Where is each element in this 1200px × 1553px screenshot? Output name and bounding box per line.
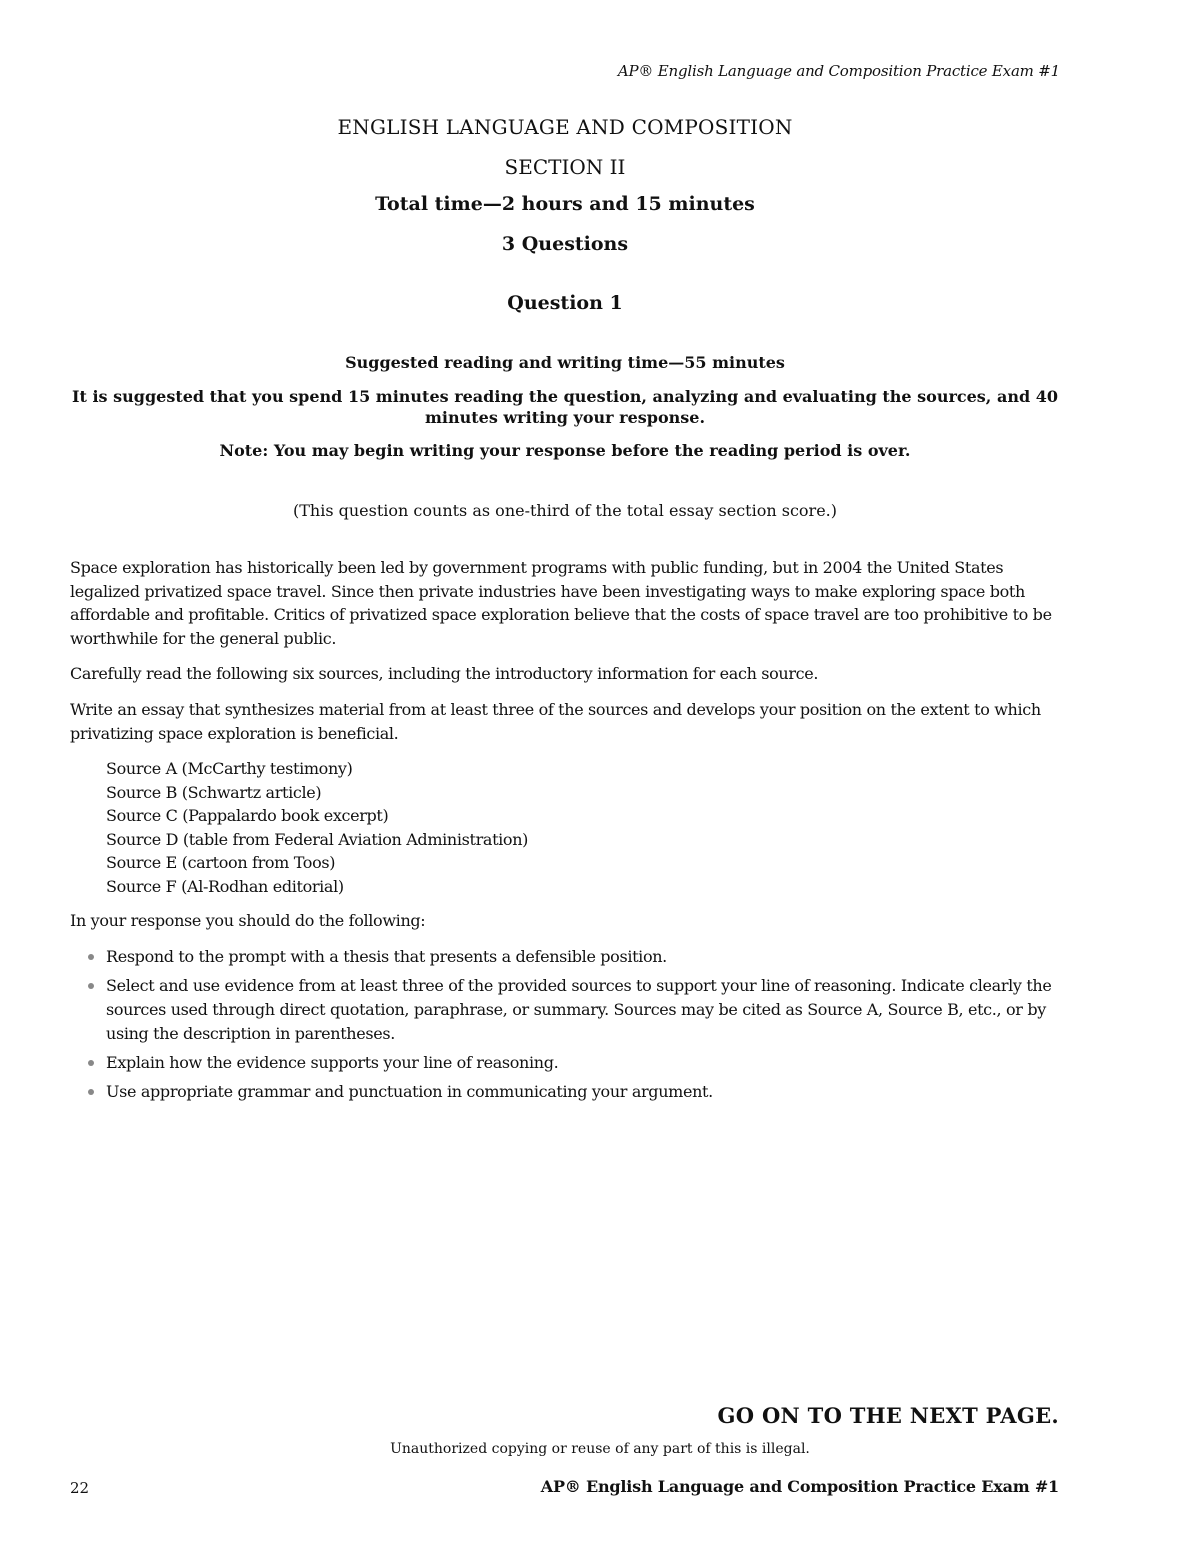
source-item: Source E (cartoon from Toos) [106, 853, 336, 872]
source-item: Source A (McCarthy testimony) [106, 759, 353, 778]
source-item: Source D (table from Federal Aviation Administration) [106, 829, 529, 849]
requirements-list [88, 945, 1063, 1109]
total-time: Total time—2 hours and 15 minutes [375, 193, 755, 215]
source-item: Source F (Al-Rodhan editorial) [106, 876, 344, 896]
requirement-item [88, 1051, 1063, 1075]
requirement-item [88, 1080, 1063, 1104]
response-intro: In your response you should do the following: [70, 911, 426, 930]
requirement-text: Explain how the evidence supports your line of reasoning. [106, 1053, 559, 1072]
bullet-icon [88, 954, 94, 960]
go-on-notice: GO ON TO THE NEXT PAGE. [717, 1403, 1059, 1428]
page-number: 22 [70, 1479, 90, 1497]
exam-title: ENGLISH LANGUAGE AND COMPOSITION [337, 115, 793, 139]
section-heading: SECTION II [504, 155, 626, 179]
source-item: Source C (Pappalardo book excerpt) [106, 806, 389, 825]
running-header: AP® English Language and Composition Practice Exam #1 [617, 62, 1060, 80]
source-item: Source B (Schwartz article) [106, 782, 322, 802]
copyright-notice: Unauthorized copying or reuse of any part of this is illegal. [390, 1441, 810, 1457]
time-allocation-instruction: It is suggested that you spend 15 minutes reading the question, analyzing and evaluating the sources, and 40 minutes writing your response. [72, 387, 1058, 427]
footer-exam-title: AP® English Language and Composition Practice Exam #1 [540, 1477, 1059, 1496]
question-count: 3 Questions [501, 233, 629, 255]
bullet-icon [88, 1060, 94, 1066]
suggested-time: Suggested reading and writing time—55 minutes [345, 353, 785, 372]
requirement-item [88, 945, 1063, 969]
reading-period-note: Note: You may begin writing your response before the reading period is over. [219, 441, 911, 460]
requirement-item [88, 974, 1063, 1046]
read-sources-paragraph: Carefully read the following six sources, including the introductory information for each source. [70, 664, 819, 683]
prompt-intro-paragraph: Space exploration has historically been led by government programs with public funding, but in 2004 the United States legalized privatized space travel. Since then private industries have been investigating ways to make exploring space both affordable and profitable. Critics of privatized space exploration believe that the costs of space travel are too prohibitive to be worthwhile for the general public. [70, 558, 1052, 648]
requirement-text: Respond to the prompt with a thesis that presents a defensible position. [106, 947, 667, 966]
essay-task-paragraph: Write an essay that synthesizes material from at least three of the sources and develops your position on the extent to which privatizing space exploration is beneficial. [70, 700, 1041, 743]
bullet-icon [88, 983, 94, 989]
source-list [106, 757, 528, 898]
bullet-icon [88, 1089, 94, 1095]
score-weight-note: (This question counts as one-third of the total essay section score.) [292, 501, 837, 520]
requirement-text: Select and use evidence from at least three of the provided sources to support your line of reasoning. Indicate clearly the sources used through direct quotation, paraphrase, or summary. Sources may be cited as Source A, Source B, etc., or by using the description in parentheses. [106, 976, 1052, 1043]
requirement-text: Use appropriate grammar and punctuation in communicating your argument. [106, 1082, 713, 1101]
question-heading: Question 1 [507, 292, 623, 314]
